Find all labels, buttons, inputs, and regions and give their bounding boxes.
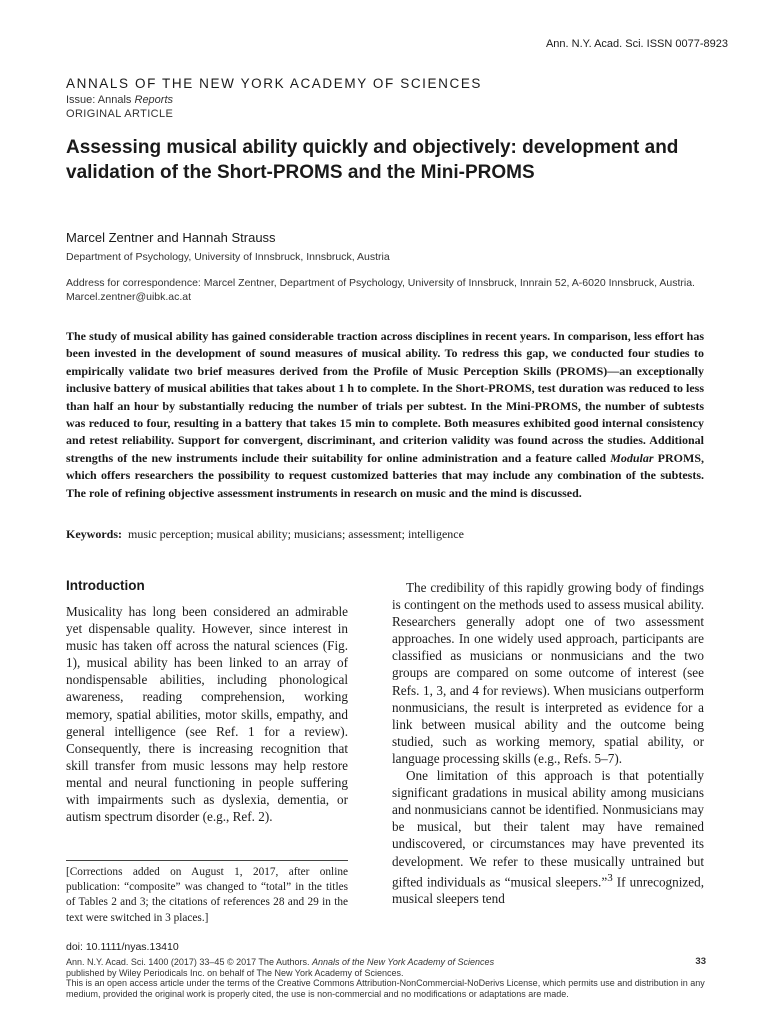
keywords-label: Keywords: xyxy=(66,527,122,541)
right-column xyxy=(392,579,704,907)
citation-journal: Annals of the New York Academy of Sciences xyxy=(311,957,495,967)
license-text: This is an open access article under the terms of the Creative Commons Attribution-NonCommercial-NoDerivs License, which permits use and distribution in any medium, provided the original work is properly cited, the use is non-commercial and no modifications or adaptations are made. xyxy=(66,978,705,999)
correspondence-address: Address for correspondence: Marcel Zentner, Department of Psychology, University of Innsbruck, Innrain 52, A-6020 Innsbruck, Austria. Marcel.zentner@uibk.ac.at xyxy=(66,277,695,303)
citation-superscript: 3 xyxy=(607,871,613,884)
issue-line xyxy=(66,94,173,106)
keywords xyxy=(66,527,706,542)
affiliation: Department of Psychology, University of Innsbruck, Innsbruck, Austria xyxy=(66,251,390,263)
keywords-text: music perception; musical ability; musicians; assessment; intelligence xyxy=(128,527,464,541)
publisher-line: published by Wiley Periodicals Inc. on behalf of The New York Academy of Sciences. xyxy=(66,967,404,978)
intro-paragraph-3-text-b: If unrecognized, musical sleepers tend xyxy=(392,873,704,907)
corrections-note-text: [Corrections added on August 1, 2017, after online publication: “composite” was changed to “total” in the titles of Tables 2 and 3; the citations of references 28 and 29 in the text were switched in 3 places.] xyxy=(66,866,348,924)
corrections-note xyxy=(66,860,348,926)
page-number: 33 xyxy=(695,956,706,967)
abstract-text-2: PROMS, which offers researchers the possibility to request customized batteries that may include any combination of the subtests. The role of refining objective assessment instruments in research on music and the mind is discussed. xyxy=(66,450,704,500)
intro-paragraph-3 xyxy=(392,767,704,907)
issue-prefix: Issue: Annals xyxy=(66,94,135,106)
article-type: ORIGINAL ARTICLE xyxy=(66,108,174,120)
footer xyxy=(66,957,706,999)
citation-text-a: Ann. N.Y. Acad. Sci. 1400 (2017) 33–45 © 2017 The Authors. xyxy=(66,957,312,967)
article-title: Assessing musical ability quickly and objectively: development and validation of the Short-PROMS and the Mini-PROMS xyxy=(66,137,679,183)
doi[interactable]: doi: 10.1111/nyas.13410 xyxy=(66,941,179,953)
journal-name: ANNALS OF THE NEW YORK ACADEMY OF SCIENCES xyxy=(66,76,483,91)
journal-issn: Ann. N.Y. Acad. Sci. ISSN 0077-8923 xyxy=(545,38,728,50)
intro-paragraph-2: The credibility of this rapidly growing body of findings is contingent on the methods used to assess musical ability. Researchers generally adopt one of two assessment approaches. In one widely used approach, participants are classified as musicians or nonmusicians and the two groups are compared on some outcome of interest (see Refs. 1, 3, and 4 for reviews). When musicians outperform nonmusicians, the result is interpreted as evidence for a link between musical ability and the outcome being studied, such as working memory, spatial ability, or language processing skills (e.g., Refs. 5–7). xyxy=(392,580,704,766)
citation-line xyxy=(66,957,494,968)
abstract xyxy=(66,328,704,502)
abstract-text-1: The study of musical ability has gained considerable traction across disciplines in recent years. In comparison, less effort has been invested in the development of sound measures of musical ability. To redress this gap, we conducted four studies to empirically validate two brief measures derived from the Profile of Music Perception Skills (PROMS)—an exceptionally inclusive battery of musical abilities that takes about 1 h to complete. In the Short-PROMS, test duration was reduced to less than half an hour by substantially reducing the number of trials per subtest. In the Mini-PROMS, the number of subtests was reduced to four, resulting in a battery that takes 15 min to complete. Both measures exhibited good internal consistency and retest reliability. Support for convergent, discriminant, and criterion validity was found across the studies. Additional strengths of the new instruments include their suitability for online administration and a feature called xyxy=(66,329,704,465)
intro-paragraph-3-text-a: One limitation of this approach is that potentially significant gradations in musical ability among musicians and nonmusicians cannot be identified. Nonmusicians may be musical, but their talent may have remained undiscovered, or circumstances may have prevented its development. We refer to these musically untrained but gifted individuals as “musical sleepers.” xyxy=(392,768,704,889)
authors: Marcel Zentner and Hannah Strauss xyxy=(66,230,276,245)
intro-paragraph-1: Musicality has long been considered an admirable yet dispensable quality. However, since interest in music has taken off across the natural sciences (Fig. 1), musical ability has been linked to an array of nondispensable abilities, including phonological awareness, reading comprehension, working memory, spatial abilities, motor skills, empathy, and general intelligence (see Ref. 1 for a review). Consequently, there is increasing recognition that skill transfer from music lessons may help restore mental and neural functioning in people suffering with impairments such as dyslexia, dementia, or autism spectrum disorder (e.g., Ref. 2). xyxy=(66,604,348,825)
abstract-emphasis: Modular xyxy=(610,450,654,465)
issue-name: Reports xyxy=(134,94,174,106)
section-heading-introduction: Introduction xyxy=(66,578,145,593)
